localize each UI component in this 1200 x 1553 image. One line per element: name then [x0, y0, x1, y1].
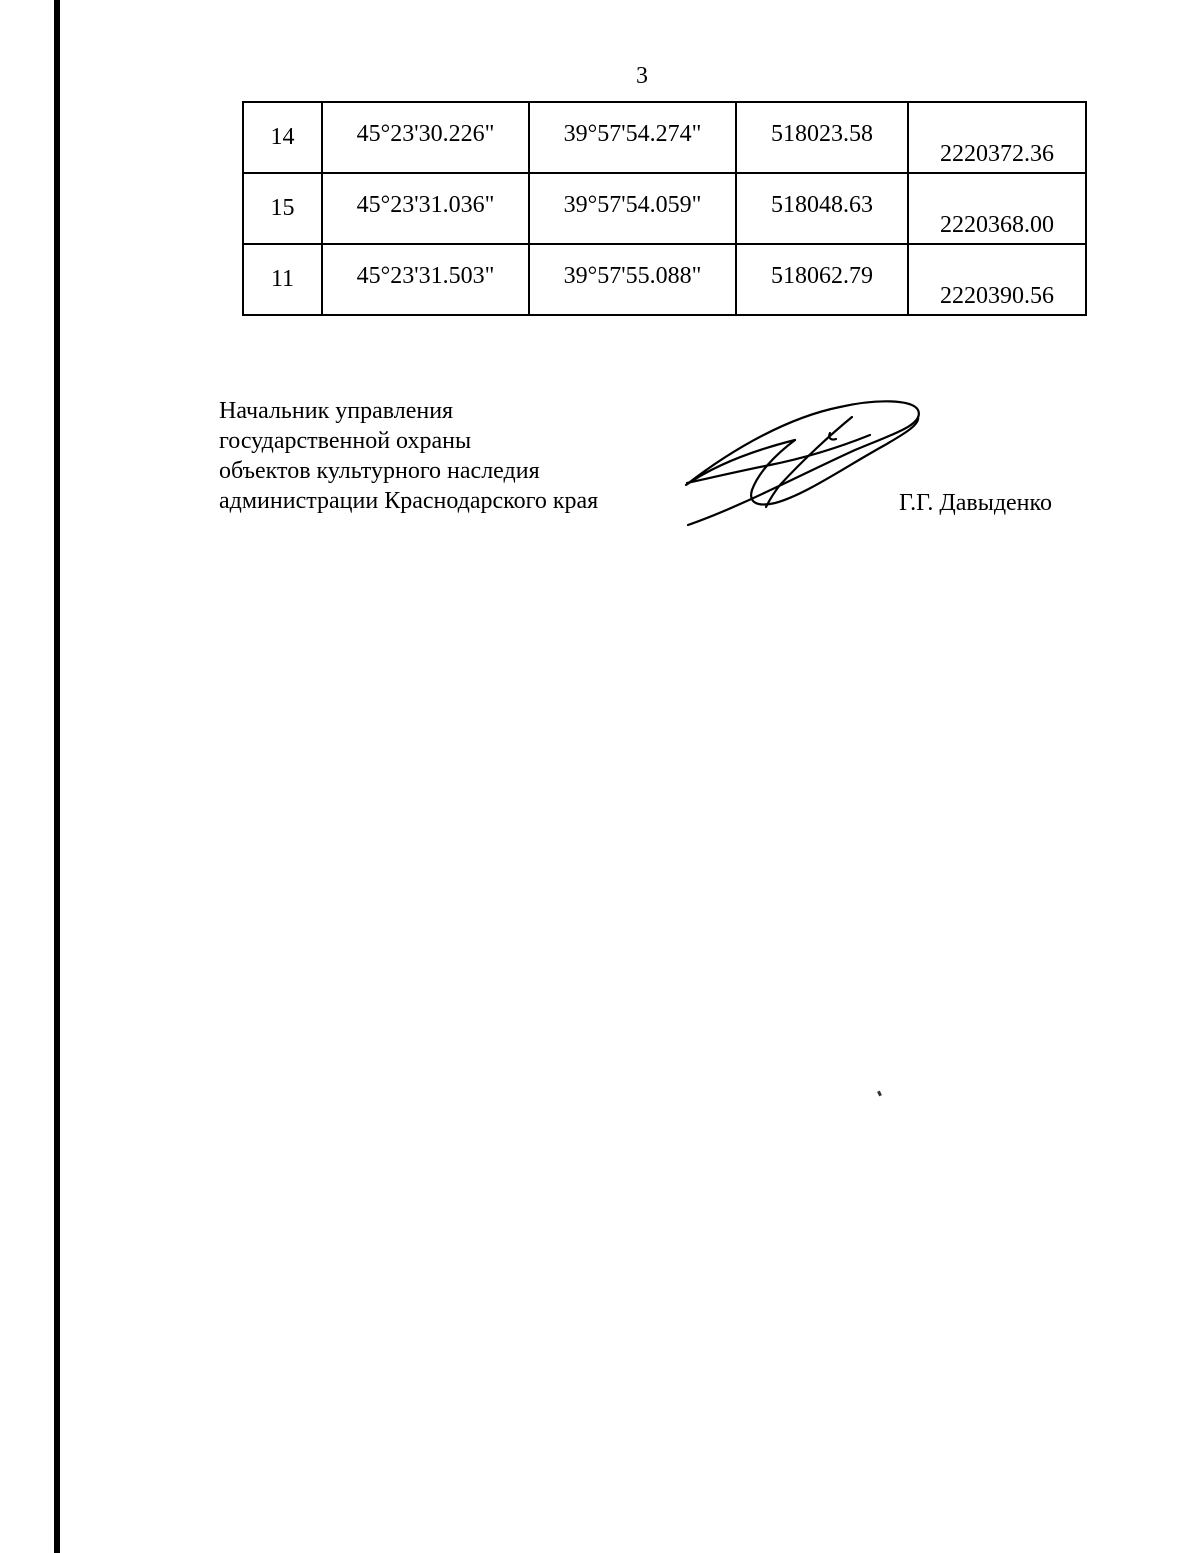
point-number-cell: 11: [243, 244, 322, 315]
x-coordinate-cell: 518062.79: [736, 244, 908, 315]
signatory-title-line: государственной охраны: [219, 428, 472, 454]
scan-speck: [877, 1091, 882, 1097]
signatory-title-line: объектов культурного наследия: [219, 458, 540, 484]
y-coordinate-cell: 2220368.00: [908, 173, 1086, 244]
signatory-title: [219, 396, 598, 516]
latitude-cell: 45°23'31.036": [322, 173, 529, 244]
signatory-title-line: Начальник управления: [219, 398, 454, 424]
scan-border-line: [54, 0, 60, 1553]
y-coordinate-cell: 2220390.56: [908, 244, 1086, 315]
latitude-cell: 45°23'30.226": [322, 102, 529, 173]
point-number-cell: 14: [243, 102, 322, 173]
handwritten-signature: [680, 395, 930, 530]
table-row: [243, 102, 1086, 173]
signatory-title-line: администрации Краснодарского края: [219, 488, 599, 514]
x-coordinate-cell: 518048.63: [736, 173, 908, 244]
signer-name: Г.Г. Давыденко: [899, 490, 1052, 516]
page-number: 3: [636, 63, 648, 89]
longitude-cell: 39°57'54.059": [529, 173, 736, 244]
table-row: [243, 173, 1086, 244]
latitude-cell: 45°23'31.503": [322, 244, 529, 315]
y-coordinate-cell: 2220372.36: [908, 102, 1086, 173]
longitude-cell: 39°57'55.088": [529, 244, 736, 315]
table-row: [243, 244, 1086, 315]
point-number-cell: 15: [243, 173, 322, 244]
x-coordinate-cell: 518023.58: [736, 102, 908, 173]
longitude-cell: 39°57'54.274": [529, 102, 736, 173]
coordinates-table: [242, 101, 1087, 316]
